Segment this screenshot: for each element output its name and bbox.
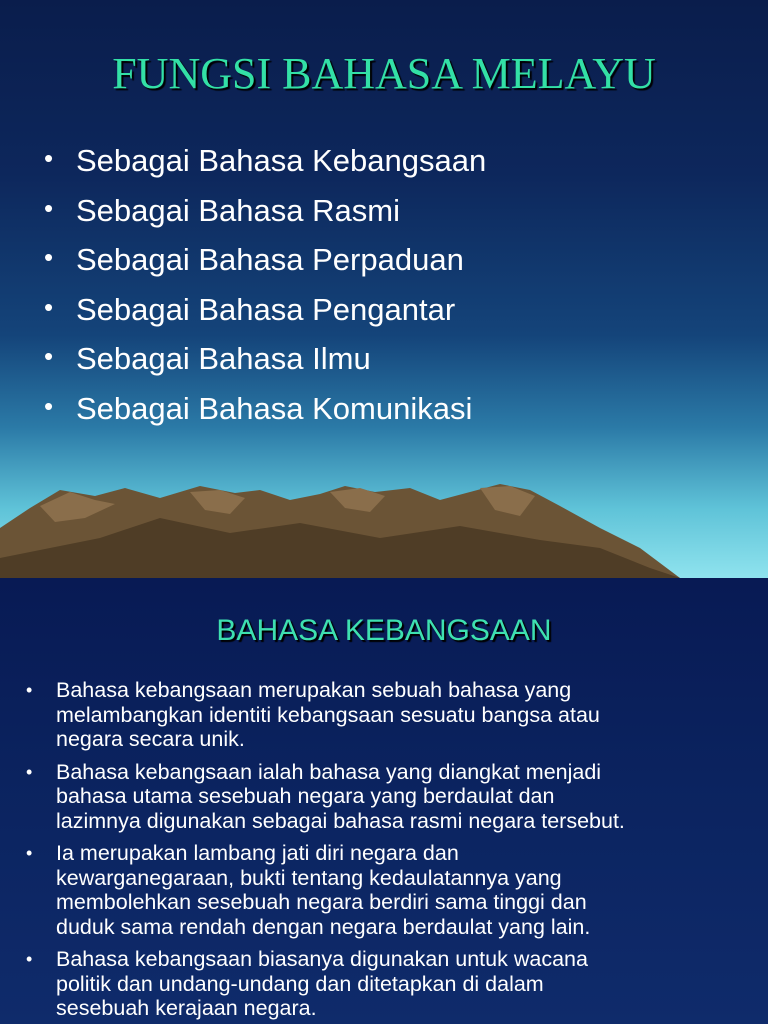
bullet-text-line: duduk sama rendah dengan negara berdaulat yang lain. (56, 914, 591, 939)
slide1-bullet-list (44, 136, 486, 433)
slide1-bullet-item (44, 285, 486, 335)
bullet-text-line: lazimnya digunakan sebagai bahasa rasmi negara tersebut. (56, 808, 625, 833)
slide2-bullet-item (26, 678, 756, 752)
slide2-bullet-list (26, 678, 756, 1024)
slide2-bullet-item (26, 947, 756, 1021)
slide1-bullet-item (44, 235, 486, 285)
bullet-text: Sebagai Bahasa Ilmu (76, 341, 371, 376)
bullet-icon: • (44, 242, 54, 272)
bullet-text-line: sesebuah kerajaan negara. (56, 996, 317, 1020)
bullet-text: Sebagai Bahasa Kebangsaan (76, 143, 487, 178)
bullet-icon: • (26, 843, 33, 863)
bullet-icon: • (44, 341, 54, 371)
bullet-text: Sebagai Bahasa Rasmi (76, 192, 400, 228)
bullet-text: Sebagai Bahasa Perpaduan (76, 242, 464, 277)
bullet-icon: • (26, 761, 33, 782)
bullet-text-line: membolehkan sesebuah negara berdiri sama tinggi dan (56, 890, 587, 914)
bullet-icon: • (26, 680, 33, 700)
slide1-bullet-item (44, 186, 486, 236)
slide1-bullet-item (44, 334, 486, 384)
slide-bahasa-kebangsaan (0, 578, 768, 1024)
slide2-bullet-item (26, 760, 756, 834)
bullet-text: Sebagai Bahasa Komunikasi (76, 390, 473, 426)
bullet-text-line: Bahasa kebangsaan biasanya digunakan untuk wacana (56, 947, 588, 971)
slide1-bullet-item (44, 384, 486, 434)
bullet-text-line: melambangkan identiti kebangsaan sesuatu bangsa atau (56, 702, 600, 727)
mountain-range-illustration (0, 478, 768, 578)
slide2-bullet-item (26, 841, 756, 939)
bullet-text-line: bahasa utama sesebuah negara yang berdaulat dan (56, 784, 555, 808)
bullet-text-line: kewarganegaraan, bukti tentang kedaulatannya yang (56, 865, 562, 890)
bullet-text-line: Bahasa kebangsaan merupakan sebuah bahasa yang (56, 678, 572, 702)
bullet-icon: • (44, 291, 54, 322)
bullet-icon: • (44, 390, 54, 421)
bullet-icon: • (44, 192, 54, 223)
slide1-title: FUNGSI BAHASA MELAYU (112, 49, 656, 98)
bullet-text-line: negara secara unik. (56, 727, 245, 751)
bullet-icon: • (26, 949, 33, 969)
slide2-title: BAHASA KEBANGSAAN (216, 614, 552, 647)
slide1-bullet-item (44, 136, 486, 186)
bullet-icon: • (44, 143, 54, 173)
bullet-text-line: Bahasa kebangsaan ialah bahasa yang diangkat menjadi (56, 759, 602, 784)
bullet-text: Sebagai Bahasa Pengantar (76, 291, 456, 327)
bullet-text-line: Ia merupakan lambang jati diri negara dan (56, 841, 459, 865)
bullet-text-line: politik dan undang-undang dan ditetapkan di dalam (56, 971, 544, 996)
